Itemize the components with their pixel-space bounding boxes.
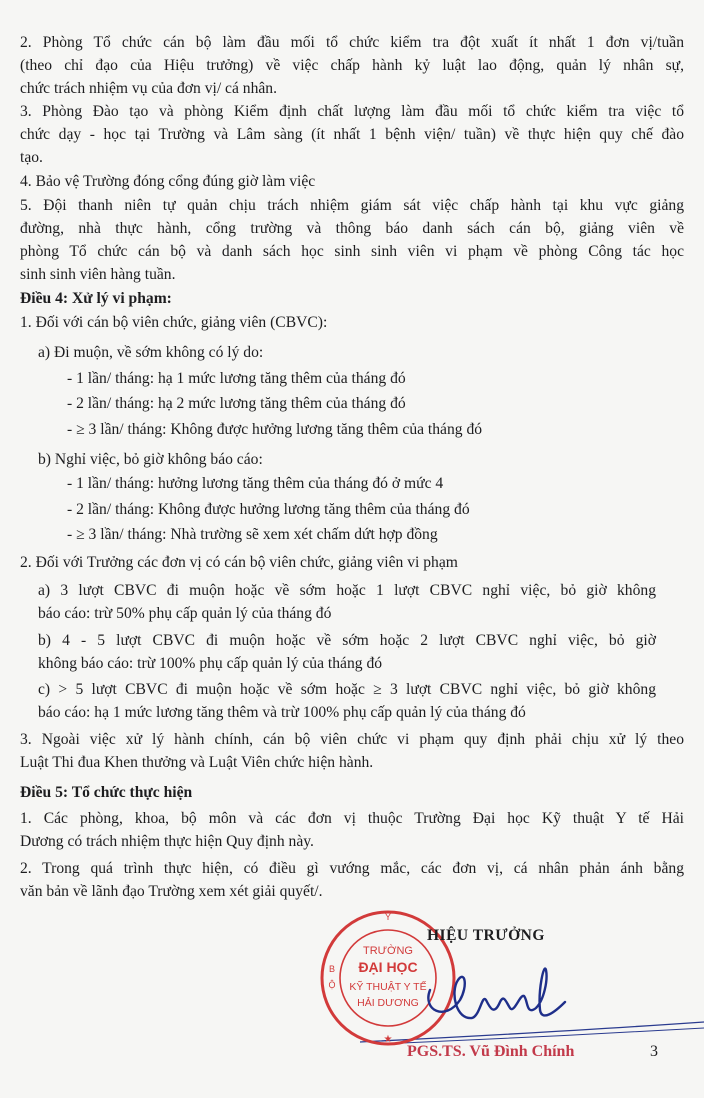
- text-line: a) 3 lượt CBVC đi muộn hoặc về sớm hoặc 1 lượt CBVC nghỉ việc, bỏ giờ không: [38, 582, 656, 599]
- section-heading: Điều 5: Tổ chức thực hiện: [20, 784, 193, 801]
- text-line: 3. Phòng Đào tạo và phòng Kiểm định chất lượng làm đầu mối tổ chức kiểm tra việc tổ: [20, 103, 684, 120]
- svg-text:★: ★: [383, 1034, 393, 1045]
- text-line: a) Đi muộn, về sớm không có lý do:: [38, 344, 264, 361]
- text-line: không báo cáo: trừ 100% phụ cấp quản lý của tháng đó: [38, 655, 383, 672]
- signature-title: HIỆU TRƯỞNG: [427, 927, 545, 944]
- text-line: báo cáo: trừ 50% phụ cấp quản lý của tháng đó: [38, 605, 332, 622]
- text-line: tạo.: [20, 149, 43, 166]
- text-line: 1. Đối với cán bộ viên chức, giảng viên (CBVC):: [20, 314, 328, 331]
- text-line: 5. Đội thanh niên tự quản chịu trách nhiệm giám sát việc chấp hành tại khu vực giảng: [20, 197, 684, 214]
- text-line: Dương có trách nhiệm thực hiện Quy định này.: [20, 833, 314, 850]
- text-line: sinh sinh viên hàng tuần.: [20, 266, 176, 283]
- section-heading: Điều 4: Xử lý vi phạm:: [20, 290, 172, 307]
- text-line: 2. Đối với Trưởng các đơn vị có cán bộ viên chức, giảng viên vi phạm: [20, 554, 458, 571]
- handwritten-signature: [420, 950, 570, 1030]
- text-line: phòng Tổ chức cán bộ và danh sách học sinh sinh viên vi phạm về phòng Công tác học: [20, 243, 684, 260]
- text-line: (theo chỉ đạo của Hiệu trưởng) về việc chấp hành kỷ luật lao động, quản lý nhân sự,: [20, 57, 684, 74]
- text-line: - 1 lần/ tháng: hạ 1 mức lương tăng thêm của tháng đó: [67, 370, 406, 387]
- svg-text:Ộ: Ộ: [328, 980, 336, 990]
- signer-name: PGS.TS. Vũ Đình Chính: [407, 1043, 575, 1060]
- svg-text:B: B: [328, 964, 336, 974]
- text-line: Luật Thi đua Khen thưởng và Luật Viên chức hiện hành.: [20, 754, 374, 771]
- text-line: chức trách nhiệm vụ của đơn vị/ cá nhân.: [20, 80, 278, 97]
- svg-text:TRƯỜNG: TRƯỜNG: [363, 945, 413, 957]
- svg-text:ĐẠI HỌC: ĐẠI HỌC: [358, 959, 418, 975]
- text-line: báo cáo: hạ 1 mức lương tăng thêm và trừ 100% phụ cấp quản lý của tháng đó: [38, 704, 526, 721]
- text-line: 2. Phòng Tổ chức cán bộ làm đầu mối tổ chức kiểm tra đột xuất ít nhất 1 đơn vị/tuần: [20, 34, 684, 51]
- text-line: c) > 5 lượt CBVC đi muộn hoặc về sớm hoặc ≥ 3 lượt CBVC nghỉ việc, bỏ giờ không: [38, 681, 656, 698]
- text-line: - 1 lần/ tháng: hưởng lương tăng thêm của tháng đó ở mức 4: [67, 475, 444, 492]
- text-line: đường, nhà thực hành, cổng trường và thông báo danh sách cán bộ, giảng viên về: [20, 220, 684, 237]
- text-line: chức dạy - học tại Trường và Lâm sàng (ít nhất 1 bệnh viện/ tuần) về thực hiện quy chế đào: [20, 126, 684, 143]
- text-line: 3. Ngoài việc xử lý hành chính, cán bộ viên chức vi phạm quy định phải chịu xử lý theo: [20, 731, 684, 748]
- page-number: 3: [650, 1043, 658, 1060]
- text-line: b) Nghỉ việc, bỏ giờ không báo cáo:: [38, 451, 263, 468]
- text-line: - 2 lần/ tháng: hạ 2 mức lương tăng thêm của tháng đó: [67, 395, 406, 412]
- text-line: b) 4 - 5 lượt CBVC đi muộn hoặc về sớm hoặc 2 lượt CBVC nghỉ việc, bỏ giờ: [38, 632, 656, 649]
- svg-text:KỸ THUẬT Y TẾ: KỸ THUẬT Y TẾ: [349, 981, 427, 993]
- text-line: văn bản về lãnh đạo Trường xem xét giải quyết/.: [20, 883, 323, 900]
- text-line: - ≥ 3 lần/ tháng: Không được hưởng lương tăng thêm của tháng đó: [67, 421, 483, 438]
- text-line: 4. Bảo vệ Trường đóng cổng đúng giờ làm việc: [20, 173, 316, 190]
- text-line: - ≥ 3 lần/ tháng: Nhà trường sẽ xem xét chấm dứt hợp đồng: [67, 526, 438, 543]
- svg-text:HẢI DƯƠNG: HẢI DƯƠNG: [357, 997, 419, 1009]
- svg-text:Y: Y: [384, 912, 392, 922]
- text-line: - 2 lần/ tháng: Không được hưởng lương tăng thêm của tháng đó: [67, 501, 470, 518]
- text-line: 2. Trong quá trình thực hiện, có điều gì vướng mắc, các đơn vị, cá nhân phản ánh bằng: [20, 860, 684, 877]
- text-line: 1. Các phòng, khoa, bộ môn và các đơn vị thuộc Trường Đại học Kỹ thuật Y tế Hải: [20, 810, 684, 827]
